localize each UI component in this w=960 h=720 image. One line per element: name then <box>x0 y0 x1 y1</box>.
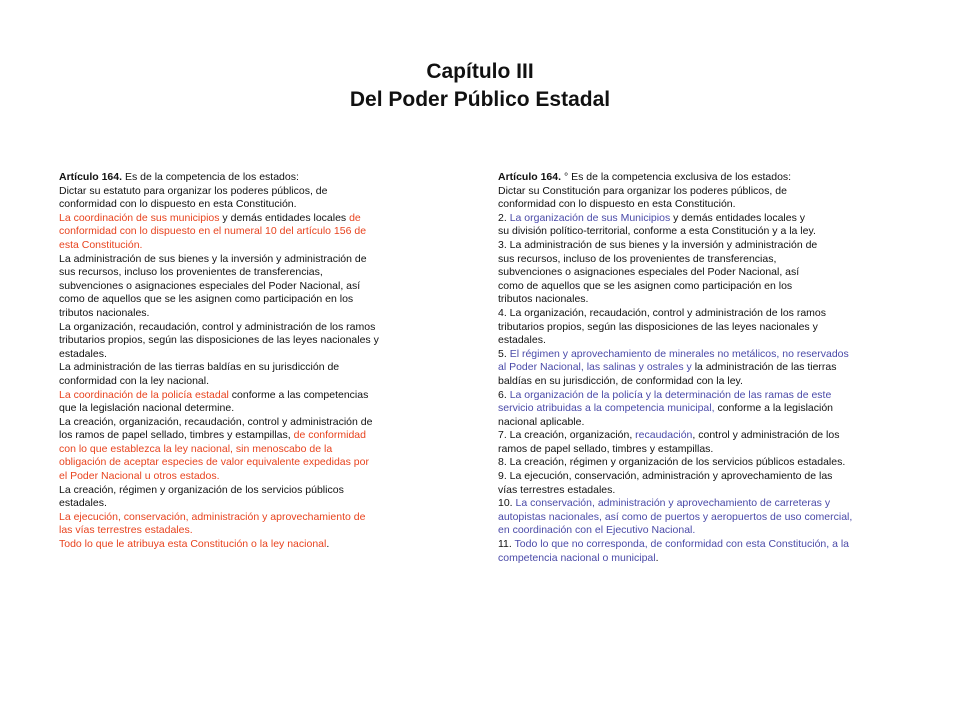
text-segment: vías terrestres estadales. <box>498 483 616 496</box>
text-segment: conforme a la legislación <box>714 402 834 415</box>
text-segment: . <box>326 538 330 551</box>
text-segment: estadales. <box>59 497 107 510</box>
text-segment: 8. La creación, régimen y organización de los servicios públicos estadales. <box>498 456 846 469</box>
text-line <box>59 511 439 525</box>
highlighted-text: Todo lo que no corresponda, de conformidad con esta Constitución, a la <box>514 538 850 551</box>
text-line <box>59 198 439 212</box>
text-line <box>59 239 439 253</box>
text-segment: Es de la competencia de los estados: <box>122 171 299 183</box>
text-line <box>498 511 908 525</box>
text-line <box>59 348 439 362</box>
text-segment: tributarios propios, según las disposiciones de las leyes nacionales y <box>498 320 818 333</box>
text-segment: nacional aplicable. <box>498 415 585 428</box>
text-line <box>59 456 439 470</box>
highlighted-text: Todo lo que le atribuya esta Constitución o la ley nacional <box>59 538 327 551</box>
article-number: Artículo 164. <box>498 171 562 183</box>
article-164-current-text <box>59 171 439 552</box>
article-number: Artículo 164. <box>59 171 123 183</box>
highlighted-text: de <box>349 211 361 224</box>
text-segment: ramos de papel sellado, timbres y estampillas. <box>498 442 714 455</box>
text-line <box>59 171 439 185</box>
text-segment: su división político-territorial, conforme a esta Constitución y a la ley. <box>498 225 816 238</box>
text-segment: conformidad con la ley nacional. <box>59 374 210 387</box>
text-segment: que la legislación nacional determine. <box>59 402 235 415</box>
highlighted-text: competencia nacional o municipal <box>498 551 656 564</box>
text-segment: sus recursos, incluso de los provenientes de transferencias, <box>498 252 777 265</box>
text-line <box>498 280 908 294</box>
text-line <box>498 443 908 457</box>
text-line <box>59 293 439 307</box>
text-line <box>59 470 439 484</box>
text-line <box>498 198 908 212</box>
text-segment: y demás entidades locales <box>219 211 350 224</box>
text-line <box>498 389 908 403</box>
highlighted-text: al Poder Nacional, las salinas y ostrales y <box>498 361 695 374</box>
text-line <box>59 307 439 321</box>
text-line <box>59 225 439 239</box>
text-line <box>59 538 439 552</box>
text-segment: como de aquellos que se les asignen como participación en los <box>59 293 354 306</box>
text-line <box>59 402 439 416</box>
text-line <box>498 524 908 538</box>
text-segment: 5. <box>498 347 510 360</box>
text-line <box>498 538 908 552</box>
highlighted-text: La coordinación de la policía estadal <box>59 388 229 401</box>
highlighted-text: La ejecución, conservación, administración y aprovechamiento de <box>59 510 366 523</box>
text-segment: Dictar su estatuto para organizar los poderes públicos, de <box>59 184 328 197</box>
highlighted-text: La coordinación de sus municipios <box>59 211 220 224</box>
text-line <box>59 443 439 457</box>
highlighted-text: conformidad con lo dispuesto en el numeral 10 del artículo 156 de <box>59 225 367 238</box>
highlighted-text: en coordinación con el Ejecutivo Nacional. <box>498 524 696 537</box>
article-164-proposed-text <box>498 171 908 565</box>
text-line <box>59 321 439 335</box>
text-line <box>498 484 908 498</box>
text-segment: estadales. <box>59 347 107 360</box>
text-line <box>498 266 908 280</box>
text-segment: la administración de las tierras <box>694 361 837 374</box>
text-segment: estadales. <box>498 334 546 347</box>
text-segment: subvenciones o asignaciones especiales del Poder Nacional, así <box>498 266 800 279</box>
text-segment: La administración de sus bienes y la inversión y administración de <box>59 252 367 265</box>
highlighted-text: las vías terrestres estadales. <box>59 524 193 537</box>
text-segment: La creación, régimen y organización de los servicios públicos <box>59 483 344 496</box>
text-segment: 2. <box>498 211 510 224</box>
text-segment: 11. <box>498 538 515 551</box>
text-segment: 6. <box>498 388 510 401</box>
text-line <box>498 375 908 389</box>
text-segment: y demás entidades locales y <box>670 211 806 224</box>
highlighted-text: con lo que establezca la ley nacional, sin menoscabo de la <box>59 442 333 455</box>
text-line <box>498 253 908 267</box>
text-segment: La administración de las tierras baldías en su jurisdicción de <box>59 361 340 374</box>
text-line <box>59 185 439 199</box>
text-line <box>498 171 908 185</box>
highlighted-text: recaudación <box>635 429 693 442</box>
text-segment: , control y administración de los <box>692 429 840 442</box>
title-line-subtitle: Del Poder Público Estadal <box>349 88 611 111</box>
text-segment: conformidad con lo dispuesto en esta Constitución. <box>59 198 297 211</box>
text-segment: tributarios propios, según las disposiciones de las leyes nacionales y <box>59 334 379 347</box>
text-line <box>498 402 908 416</box>
title-line-chapter: Capítulo III <box>426 60 534 83</box>
text-line <box>59 497 439 511</box>
text-segment: subvenciones o asignaciones especiales del Poder Nacional, así <box>59 279 361 292</box>
text-segment: 7. La creación, organización, <box>498 429 636 442</box>
text-segment: Dictar su Constitución para organizar los poderes públicos, de <box>498 184 787 197</box>
text-line <box>498 416 908 430</box>
text-line <box>498 429 908 443</box>
text-line <box>498 321 908 335</box>
text-segment: 3. La administración de sus bienes y la inversión y administración de <box>498 238 818 251</box>
text-line <box>59 253 439 267</box>
text-line <box>59 524 439 538</box>
text-segment: La creación, organización, recaudación, control y administración de <box>59 415 373 428</box>
text-line <box>59 429 439 443</box>
text-segment: ° Es de la competencia exclusiva de los estados: <box>561 171 792 183</box>
highlighted-text: La organización de sus Municipios <box>509 211 671 224</box>
text-segment: tributos nacionales. <box>498 293 589 306</box>
text-line <box>59 389 439 403</box>
text-line <box>59 334 439 348</box>
text-segment: 4. La organización, recaudación, control y administración de los ramos <box>498 306 827 319</box>
text-line <box>59 361 439 375</box>
text-line <box>498 334 908 348</box>
text-line <box>498 470 908 484</box>
highlighted-text: servicio atribuidas a la competencia municipal, <box>498 402 715 415</box>
highlighted-text: El régimen y aprovechamiento de minerales no metálicos, no reservados <box>509 347 849 360</box>
text-line <box>498 293 908 307</box>
text-line <box>498 239 908 253</box>
text-segment: La organización, recaudación, control y administración de los ramos <box>59 320 376 333</box>
text-line <box>498 552 908 566</box>
highlighted-text: obligación de aceptar especies de valor equivalente expedidas por <box>59 456 369 469</box>
highlighted-text: de conformidad <box>293 429 366 442</box>
text-line <box>498 212 908 226</box>
text-segment: baldías en su jurisdicción, de conformidad con la ley. <box>498 374 743 387</box>
highlighted-text: el Poder Nacional u otros estados. <box>59 470 220 483</box>
text-line <box>59 212 439 226</box>
text-line <box>498 225 908 239</box>
page-title <box>0 58 960 114</box>
text-segment: como de aquellos que se les asignen como participación en los <box>498 279 793 292</box>
text-segment: sus recursos, incluso los provenientes de transferencias, <box>59 266 323 279</box>
text-line <box>59 280 439 294</box>
highlighted-text: esta Constitución. <box>59 238 143 251</box>
text-segment: 10. <box>498 497 516 510</box>
text-segment: los ramos de papel sellado, timbres y estampillas, <box>59 429 294 442</box>
text-line <box>59 416 439 430</box>
text-line <box>59 266 439 280</box>
text-line <box>498 497 908 511</box>
text-line <box>59 484 439 498</box>
highlighted-text: autopistas nacionales, así como de puertos y aeropuertos de uso comercial, <box>498 510 853 523</box>
highlighted-text: La organización de la policía y la determinación de las ramas de este <box>509 388 832 401</box>
highlighted-text: La conservación, administración y aprovechamiento de carreteras y <box>515 497 831 510</box>
text-line <box>498 456 908 470</box>
text-segment: conformidad con lo dispuesto en esta Constitución. <box>498 198 736 211</box>
text-segment: 9. La ejecución, conservación, administración y aprovechamiento de las <box>498 470 833 483</box>
text-line <box>498 348 908 362</box>
text-segment: conforme a las competencias <box>228 388 369 401</box>
text-line <box>498 361 908 375</box>
text-segment: . <box>655 551 659 564</box>
text-line <box>498 185 908 199</box>
text-line <box>59 375 439 389</box>
text-segment: tributos nacionales. <box>59 306 150 319</box>
text-line <box>498 307 908 321</box>
